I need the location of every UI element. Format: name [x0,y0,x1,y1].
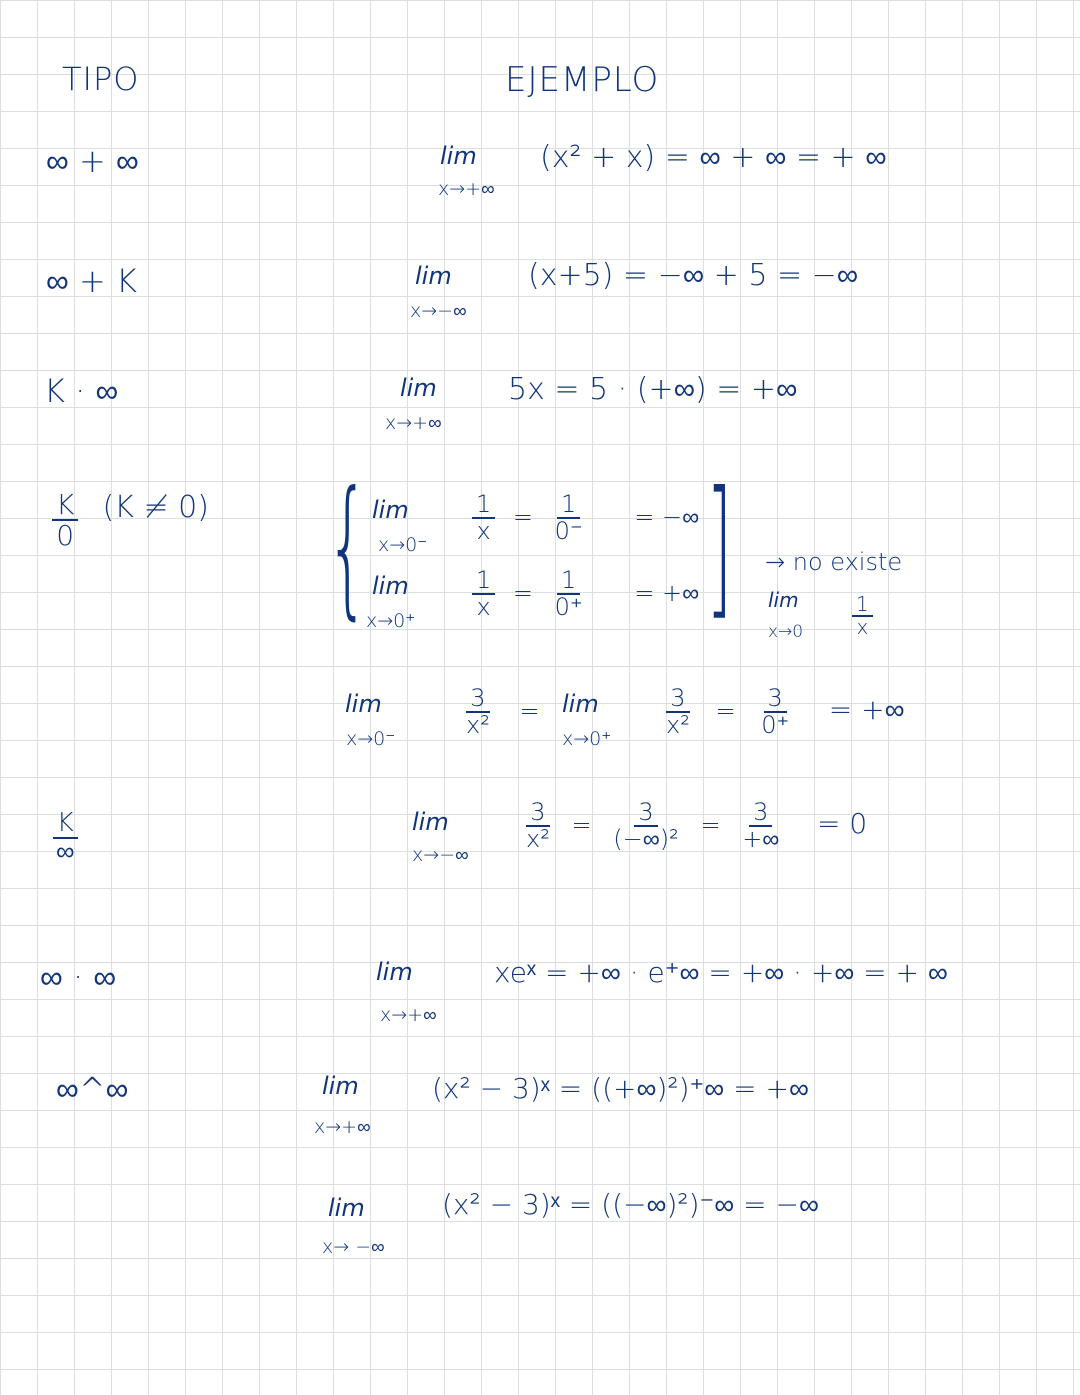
fraction-denominator: 0⁺ [761,711,790,740]
header-tipo: TIPO [62,60,140,98]
fraction-denominator: +∞ [742,825,780,854]
example-expression: xeˣ = +∞ · e⁺∞ = +∞ · +∞ = + ∞ [494,956,948,989]
lim-label: lim [376,958,413,986]
fraction-numerator: 1 [852,594,873,617]
lim-subscript: x→+∞ [380,1004,437,1026]
lim-label: lim [562,690,599,718]
equals-sign: = [571,811,592,840]
fraction-numerator: 3 [764,686,787,713]
fraction-numerator: 1 [472,568,495,595]
lim-subscript: x→0⁺ [366,610,416,632]
lim-label: lim [328,1194,365,1222]
fraction-denominator: 0⁺ [554,593,583,622]
lim-label: lim [372,572,409,600]
example-expression: (x² + x) = ∞ + ∞ = + ∞ [540,140,887,175]
lim-subscript: x→ −∞ [322,1236,385,1258]
tipo-k-over-zero [52,490,209,551]
example-expression: (x² − 3)ˣ = ((−∞)²)⁻∞ = −∞ [442,1188,819,1221]
tipo-inf-plus-k: ∞ + K [46,262,137,300]
equals-sign: = [715,697,736,726]
fraction-denominator: x [476,593,491,622]
tipo-condition: (K ≠ 0) [102,490,209,525]
lim-label: lim [322,1072,359,1100]
fraction-denominator: x [476,517,491,546]
fraction-numerator: 3 [666,686,689,713]
fraction-denominator: x [856,615,869,639]
fraction-numerator: 1 [557,568,580,595]
example-expression: (x² − 3)ˣ = ((+∞)²)⁺∞ = +∞ [432,1072,809,1105]
lim-label: lim [415,262,452,290]
lim-subscript: x→0⁺ [562,728,612,750]
tipo-inf-times-inf: ∞ · ∞ [40,958,117,996]
lim-label: lim [400,374,437,402]
fraction-denominator: (−∞)² [613,825,679,854]
tipo-denominator: 0 [56,519,75,553]
lim-label: lim [768,588,799,612]
right-limit-expression [472,568,699,620]
lim-subscript: x→+∞ [314,1116,371,1138]
lim-subscript: x→−∞ [412,844,469,866]
note-fraction [852,594,873,638]
example-expression: (x+5) = −∞ + 5 = −∞ [528,258,859,293]
fraction-denominator: x² [666,711,690,740]
equals-sign: = [700,811,721,840]
tipo-numerator: K [52,490,78,521]
right-bracket: ] [706,460,733,634]
tipo-inf-power-inf: ∞^∞ [56,1070,129,1108]
lim-subscript: x→−∞ [410,300,467,322]
tipo-k-over-inf [52,810,79,867]
fraction-numerator: 3 [749,800,772,827]
fraction-numerator: 3 [634,800,657,827]
lim-subscript: x→0⁻ [346,728,396,750]
equals-sign: = [519,697,540,726]
no-existe-note: → no existe [765,548,903,576]
header-ejemplo: EJEMPLO [505,60,660,100]
lim-label: lim [345,690,382,718]
left-limit-expression [472,492,699,544]
fraction-numerator: 3 [526,800,549,827]
tipo-denominator: ∞ [56,837,75,868]
left-brace: { [326,460,370,634]
tipo-inf-plus-inf: ∞ + ∞ [46,142,139,180]
lim-label: lim [440,142,477,170]
equals-sign: = [512,579,534,608]
kinf-expression [522,800,867,852]
fraction-denominator: x² [466,711,490,740]
limit-result: = +∞ [634,579,700,608]
lim-label: lim [372,496,409,524]
limit-result: = −∞ [634,503,700,532]
example2-part1 [462,686,540,738]
fraction-denominator: x² [526,825,550,854]
lim-subscript: x→0⁻ [378,534,428,556]
example-expression: 5x = 5 · (+∞) = +∞ [508,372,798,407]
equals-sign: = [512,503,534,532]
fraction-numerator: 1 [557,492,580,519]
lim-subscript: x→0 [768,622,804,642]
lim-subscript: x→+∞ [385,412,442,434]
lim-subscript: x→+∞ [438,178,495,200]
fraction-numerator: 1 [472,492,495,519]
limit-result: = 0 [817,807,868,841]
example2-part2 [662,686,905,738]
tipo-numerator: K [53,810,78,839]
fraction-denominator: 0⁻ [554,517,583,546]
fraction-numerator: 3 [466,686,489,713]
limit-result: = +∞ [828,693,905,727]
tipo-k-times-inf: K · ∞ [44,372,119,410]
lim-label: lim [412,808,449,836]
